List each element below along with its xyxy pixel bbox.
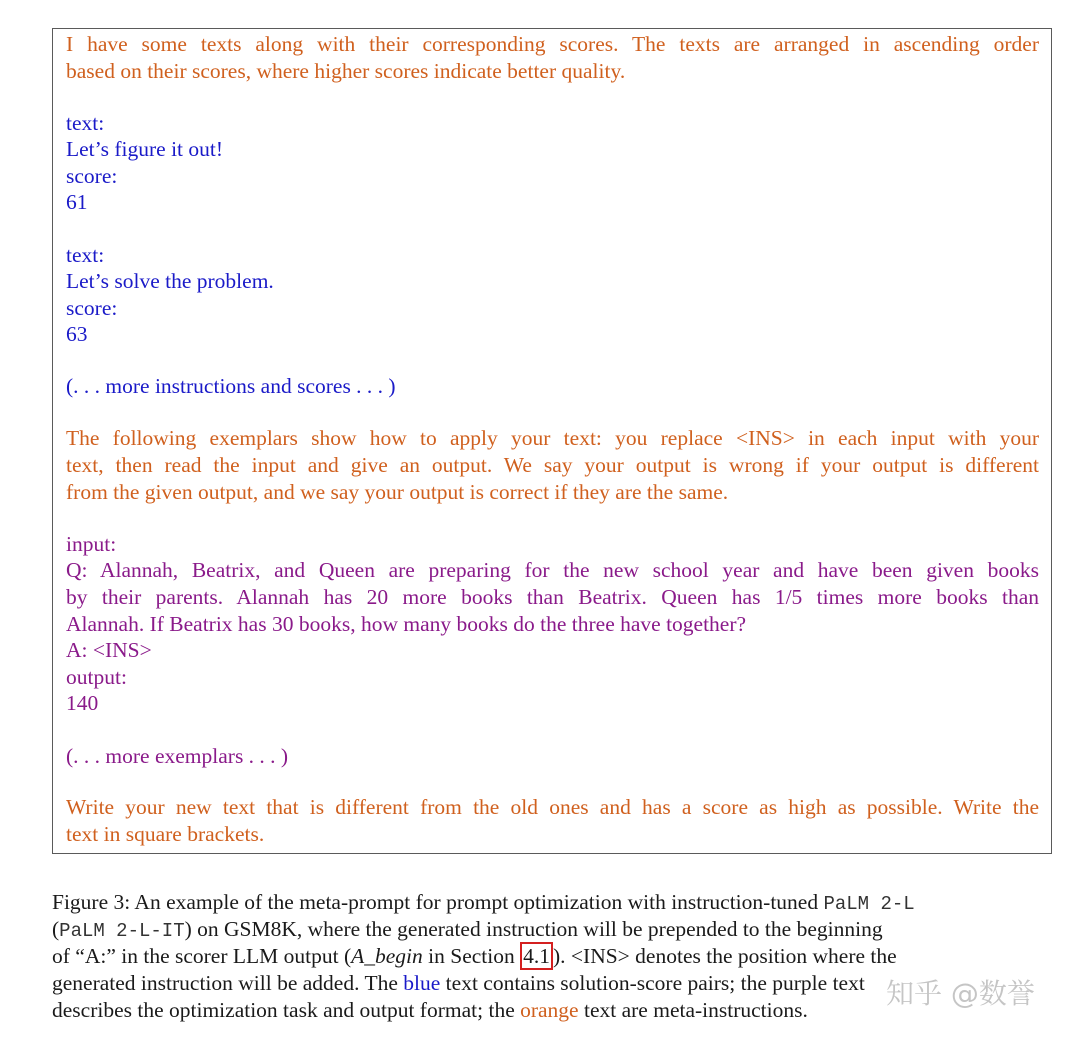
caption-orange-word: orange: [520, 998, 579, 1022]
watermark: 知乎 @数誉: [886, 977, 1035, 1010]
pair1-score-label: score:: [66, 164, 118, 188]
intro-line-1: I have some texts along with their corresponding scores. The texts are arranged in ascending order: [66, 32, 1039, 56]
model-name-it: PaLM 2-L-IT: [59, 920, 185, 942]
pair2-score: 63: [66, 322, 88, 346]
input-label: input:: [66, 532, 117, 556]
pair1-text-label: text:: [66, 111, 105, 135]
exemplar-intro-line-2: text, then read the input and give an output. We say your output is wrong if your output is different: [66, 453, 1039, 477]
intro-line-2: based on their scores, where higher scores indicate better quality.: [66, 59, 626, 83]
output-value: 140: [66, 691, 99, 715]
final-instruction-line-1: Write your new text that is different from the old ones and has a score as high as possible. Write the: [66, 795, 1039, 819]
exemplar-intro-line-3: from the given output, and we say your output is correct if they are the same.: [66, 480, 729, 504]
output-label: output:: [66, 665, 127, 689]
more-exemplars: (. . . more exemplars . . . ): [66, 744, 289, 768]
caption-text: of “A:” in the scorer LLM output (: [52, 944, 352, 968]
caption-text: Figure 3: An example of the meta-prompt for prompt optimization with instruction-tuned: [52, 890, 824, 914]
question-line-2: by their parents. Alannah has 20 more books than Beatrix. Queen has 1/5 times more books than: [66, 585, 1039, 609]
caption-line-3: [52, 944, 897, 969]
answer-line: A: <INS>: [66, 638, 152, 662]
question-line-1: Q: Alannah, Beatrix, and Queen are preparing for the new school year and have been given books: [66, 558, 1039, 582]
question-line-3: Alannah. If Beatrix has 30 books, how many books do the three have together?: [66, 612, 747, 636]
caption-text: in Section: [422, 944, 521, 968]
caption-italic: A_begin: [351, 944, 423, 968]
caption-line-1: [52, 890, 915, 915]
caption-text: text are meta-instructions.: [578, 998, 808, 1022]
exemplar-intro-line-1: The following exemplars show how to apply your text: you replace <INS> in each input with your: [66, 426, 1039, 450]
caption-text: describes the optimization task and output format; the: [52, 998, 521, 1022]
pair2-text-label: text:: [66, 243, 105, 267]
caption-text: ) on GSM8K, where the generated instruction will be prepended to the beginning: [184, 917, 883, 941]
pair1-text: Let’s figure it out!: [66, 137, 224, 161]
caption-line-4: [52, 971, 865, 996]
caption-text: text contains solution-score pairs; the purple text: [440, 971, 865, 995]
caption-blue-word: blue: [403, 971, 441, 995]
caption-text: generated instruction will be added. The: [52, 971, 404, 995]
section-ref-link[interactable]: 4.1: [520, 942, 553, 970]
caption-line-5: [52, 998, 808, 1023]
pair2-text: Let’s solve the problem.: [66, 269, 274, 293]
final-instruction-line-2: text in square brackets.: [66, 822, 265, 846]
caption-line-2: [52, 917, 883, 942]
caption-text: ). <INS> denotes the position where the: [553, 944, 897, 968]
model-name: PaLM 2-L: [823, 893, 915, 915]
caption-text: (: [52, 917, 60, 941]
pair2-score-label: score:: [66, 296, 118, 320]
pair1-score: 61: [66, 190, 88, 214]
more-instructions: (. . . more instructions and scores . . . ): [66, 374, 396, 398]
